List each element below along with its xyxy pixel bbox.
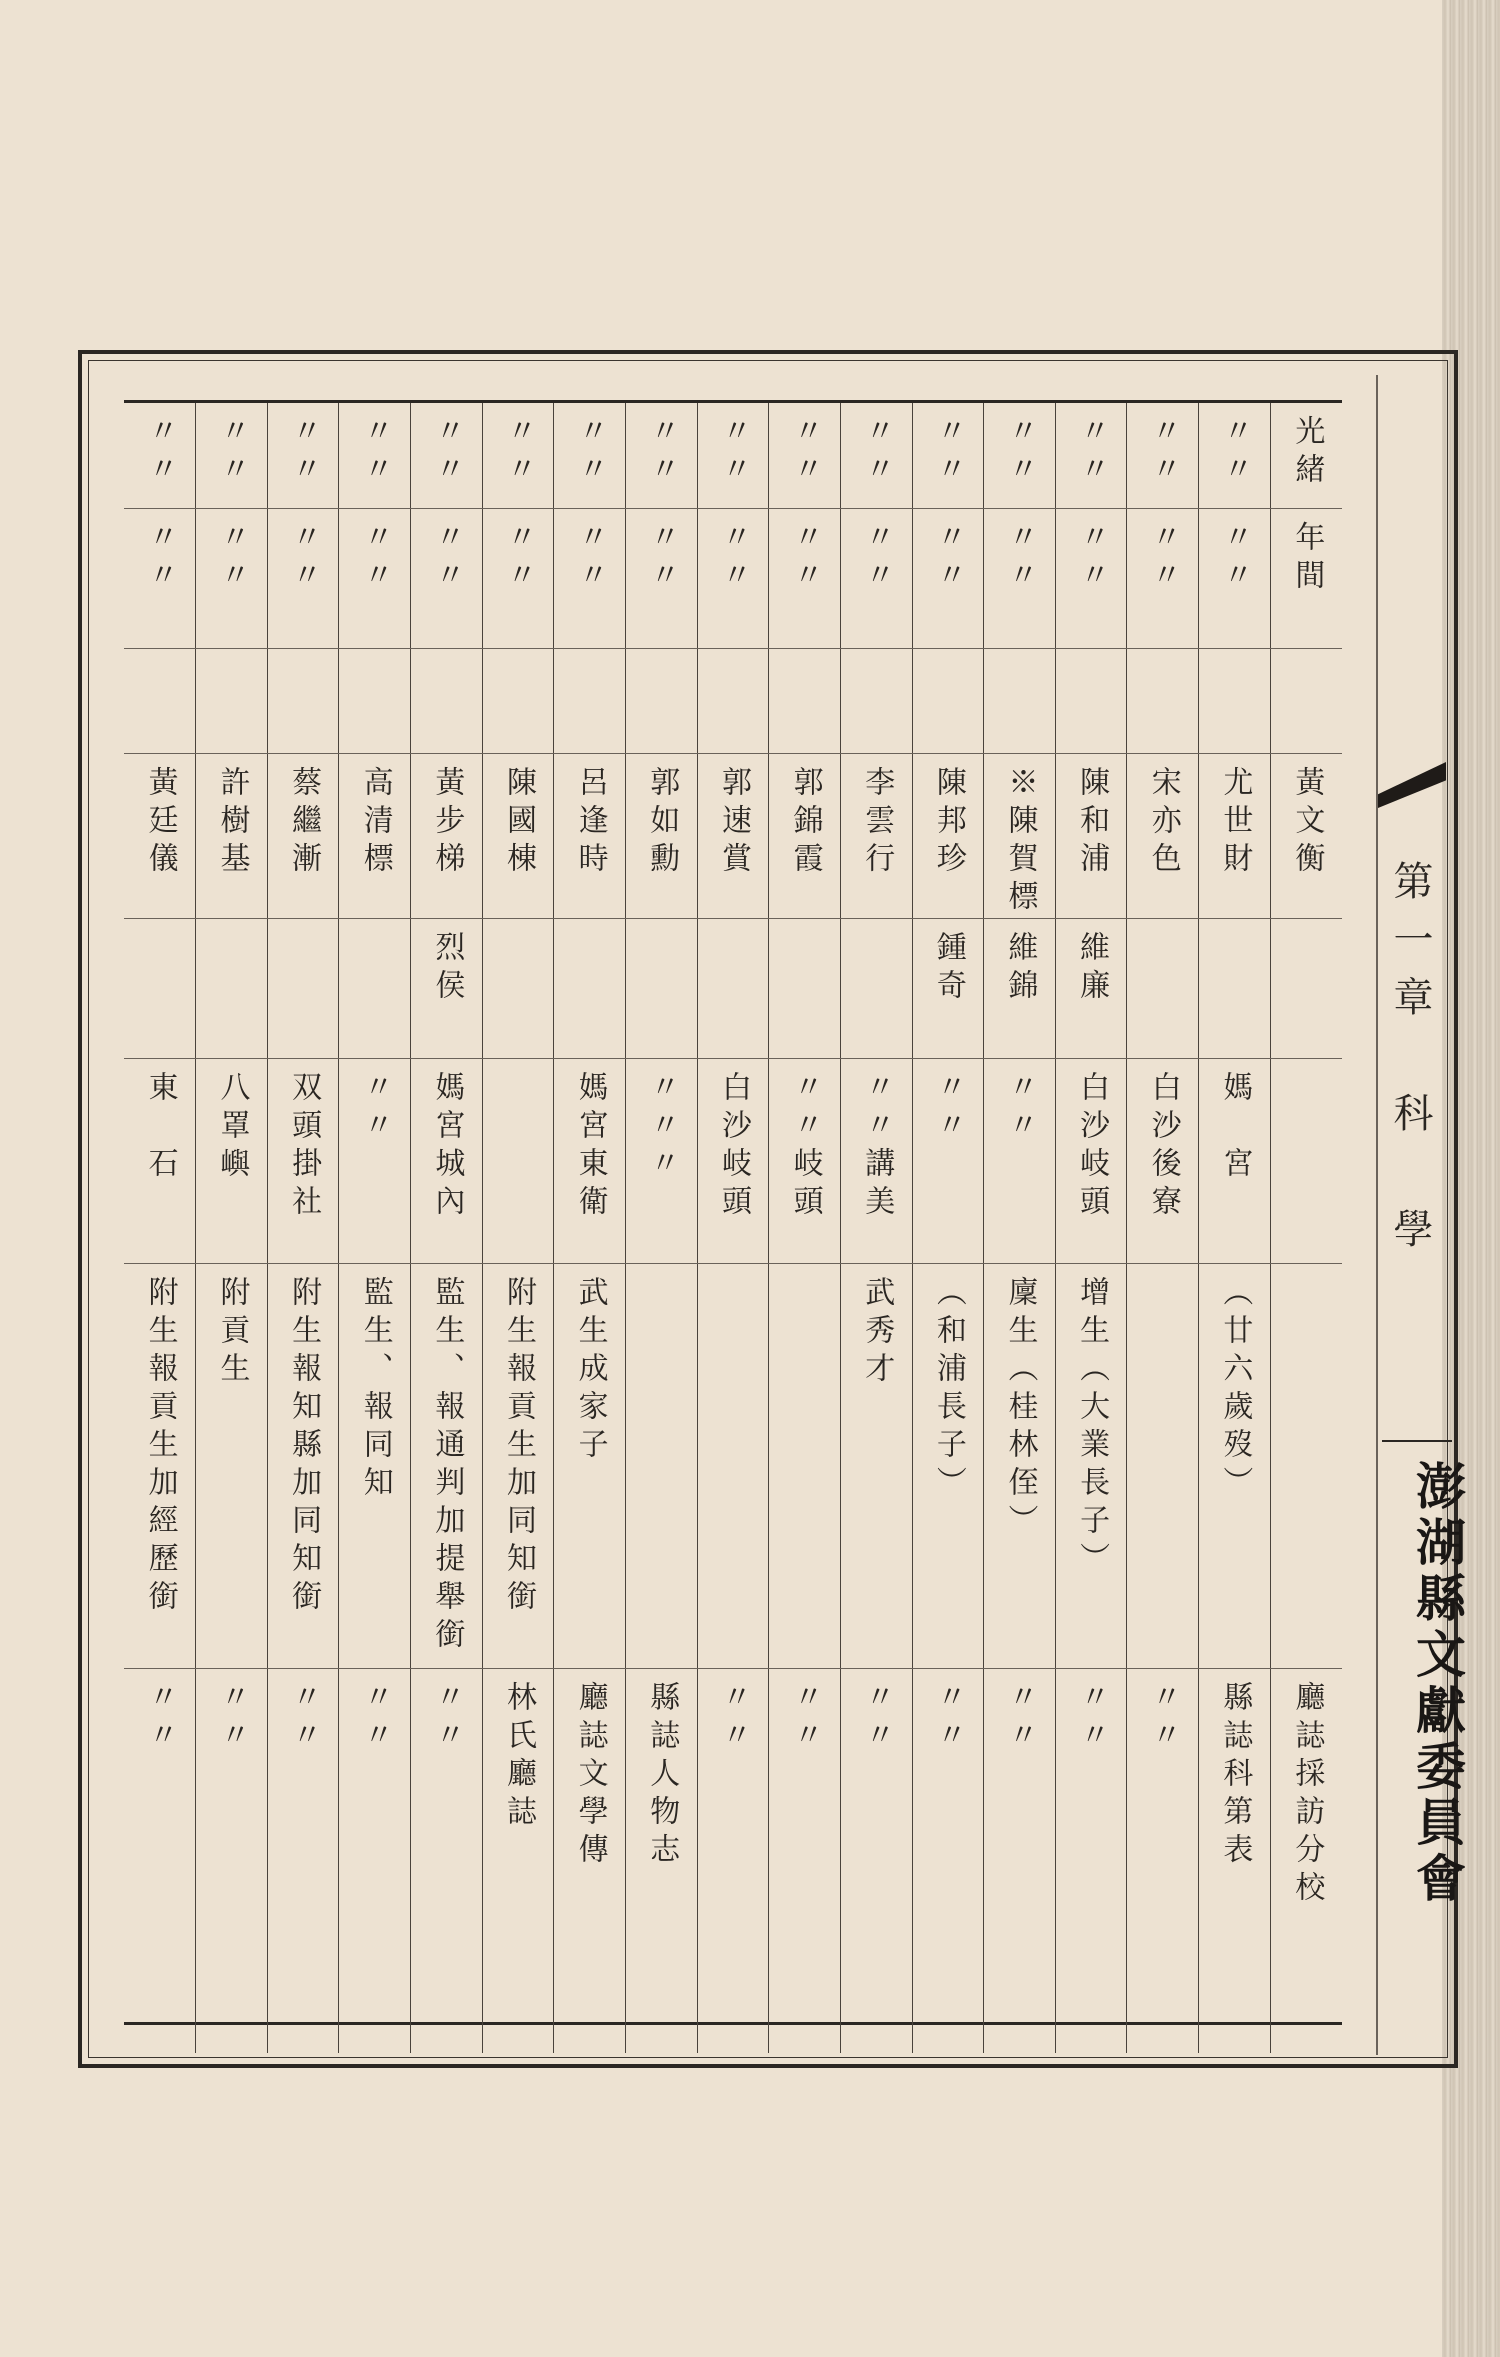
cell [912, 1058, 984, 1263]
cell [840, 1058, 912, 1263]
cell-text: 縣誌科第表 [1217, 1680, 1253, 1871]
cell [840, 918, 912, 1058]
cell-text: 〃〃 [286, 520, 322, 597]
cell [196, 1668, 268, 2053]
cell [1199, 753, 1271, 918]
cell-text: 〃〃 [357, 1680, 393, 1757]
cell-text: 〃〃 [859, 520, 895, 597]
cell [1127, 753, 1199, 918]
cell-text: 媽 宮 [1217, 1070, 1253, 1185]
cell [339, 753, 411, 918]
cell [1270, 753, 1342, 918]
cell [625, 1263, 697, 1668]
cell [411, 1668, 483, 2053]
cell [339, 918, 411, 1058]
cell [697, 1058, 769, 1263]
cell [840, 753, 912, 918]
cell [554, 508, 626, 648]
cell-text: 〃〃 [572, 520, 608, 597]
cell-text: 〃〃 [1002, 1070, 1038, 1147]
cell-text: 〃〃 [501, 415, 537, 491]
cell [984, 1058, 1056, 1263]
cell-text: 〃〃 [715, 415, 751, 491]
cell [912, 1263, 984, 1668]
cell [411, 648, 483, 753]
cell [339, 508, 411, 648]
cell-text: 廩生（桂林侄） [1002, 1275, 1038, 1542]
title-dash [1382, 1440, 1452, 1442]
cell [482, 403, 554, 508]
cell [840, 648, 912, 753]
cell-text: 鍾奇 [930, 930, 966, 1007]
cell-text: 黃文衡 [1289, 765, 1325, 880]
cell [1270, 918, 1342, 1058]
cell [411, 753, 483, 918]
cell-text: 監生、報同知 [357, 1275, 393, 1504]
cell-text: 增生（大業長子） [1074, 1275, 1110, 1580]
cell [196, 1058, 268, 1263]
row-place [124, 1058, 1342, 1263]
cell [984, 918, 1056, 1058]
cell [267, 1058, 339, 1263]
cell [769, 403, 841, 508]
cell [267, 648, 339, 753]
row-name [124, 753, 1342, 918]
cell-text: 白沙岐頭 [715, 1070, 751, 1223]
cell-text: 高清標 [357, 765, 393, 880]
cell [482, 918, 554, 1058]
cell-text: 〃〃 [930, 1680, 966, 1757]
cell [124, 1058, 196, 1263]
cell-text: 〃〃 [1074, 520, 1110, 597]
cell [124, 648, 196, 753]
row-period-a [124, 403, 1342, 508]
cell [840, 403, 912, 508]
cell [554, 753, 626, 918]
cell-text: 陳和浦 [1074, 765, 1110, 880]
cell [339, 1263, 411, 1668]
cell [554, 1058, 626, 1263]
cell [625, 648, 697, 753]
cell [984, 1668, 1056, 2053]
cell [196, 753, 268, 918]
cell-text: 〃〃 [644, 520, 680, 597]
cell-text: 〃〃岐頭 [787, 1070, 823, 1223]
cell-text: 〃〃 [357, 1070, 393, 1147]
cell [339, 1668, 411, 2053]
cell [912, 1668, 984, 2053]
cell-text: 双頭掛社 [286, 1070, 322, 1223]
cell [196, 508, 268, 648]
cell [769, 1058, 841, 1263]
cell-text: 〃〃 [787, 1680, 823, 1757]
cell [196, 918, 268, 1058]
cell [1270, 1058, 1342, 1263]
cell [1270, 1263, 1342, 1668]
cell [267, 1668, 339, 2053]
record-grid [124, 403, 1342, 2053]
cell-text: 宋亦色 [1145, 765, 1181, 880]
cell [267, 403, 339, 508]
cell-text: 媽宮城內 [429, 1070, 465, 1223]
cell [1199, 1263, 1271, 1668]
cell [1127, 1263, 1199, 1668]
cell-text: 〃〃 [357, 415, 393, 491]
cell-text: 〃〃 [859, 1680, 895, 1757]
cell-text: 〃〃 [1145, 415, 1181, 491]
cell-text: 陳邦珍 [930, 765, 966, 880]
cell-text: 附生報貢生加經歷銜 [142, 1275, 178, 1618]
cell-text: 白沙岐頭 [1074, 1070, 1110, 1223]
cell-text: 〃〃 [787, 415, 823, 491]
cell [1199, 403, 1271, 508]
cell [482, 1263, 554, 1668]
cell-text: 〃〃 [429, 520, 465, 597]
cell [697, 1668, 769, 2053]
cell-text: 縣誌人物志 [644, 1680, 680, 1871]
cell-text: 陳國棟 [501, 765, 537, 880]
cell [1127, 918, 1199, 1058]
cell [411, 508, 483, 648]
cell [267, 753, 339, 918]
cell [554, 1263, 626, 1668]
cell [984, 753, 1056, 918]
cell [554, 918, 626, 1058]
cell-text: 廳誌採訪分校 [1289, 1680, 1325, 1909]
cell-text: 〃〃 [644, 415, 680, 491]
cell-text: 〃〃 [214, 520, 250, 597]
cell-text: 附貢生 [214, 1275, 250, 1390]
cell [912, 403, 984, 508]
cell-text: 李雲行 [859, 765, 895, 880]
cell [912, 918, 984, 1058]
cell [482, 648, 554, 753]
cell-text: 林氏廳誌 [501, 1680, 537, 1833]
cell [769, 508, 841, 648]
cell [912, 648, 984, 753]
cell-text: 郭如勳 [644, 765, 680, 880]
cell [769, 753, 841, 918]
cell-text: 〃〃 [501, 520, 537, 597]
cell [769, 1263, 841, 1668]
cell [912, 753, 984, 918]
cell [196, 648, 268, 753]
cell [554, 403, 626, 508]
cell [1127, 1668, 1199, 2053]
cell-text: 黃廷儀 [142, 765, 178, 880]
row-period-b [124, 508, 1342, 648]
cell-text: 〃〃 [572, 415, 608, 491]
cell [124, 508, 196, 648]
cell-text: 〃〃 [1074, 415, 1110, 491]
cell-text: 光緒 [1289, 415, 1325, 491]
cell-text: 〃〃 [1217, 520, 1253, 597]
cell [625, 753, 697, 918]
cell [267, 508, 339, 648]
cell-text: 黃步梯 [429, 765, 465, 880]
cell [196, 1263, 268, 1668]
cell-text: （廿六歲歿） [1217, 1275, 1253, 1504]
cell-text: 〃〃 [715, 520, 751, 597]
cell [625, 1668, 697, 2053]
cell-text: 〃〃 [930, 520, 966, 597]
cell-text: 東 石 [142, 1070, 178, 1185]
cell-text: 監生、報通判加提舉銜 [429, 1275, 465, 1656]
cell-text: 〃〃 [286, 1680, 322, 1757]
cell-text: 〃〃 [715, 1680, 751, 1757]
cell [840, 508, 912, 648]
cell [196, 403, 268, 508]
cell-text: ※陳賀標 [1002, 765, 1038, 918]
running-title: 澎湖縣文獻委員會 [1408, 1460, 1467, 1908]
cell [769, 918, 841, 1058]
cell [1055, 918, 1127, 1058]
cell [1270, 403, 1342, 508]
cell [554, 1668, 626, 2053]
cell [339, 403, 411, 508]
cell-text: 呂逢時 [572, 765, 608, 880]
cell [124, 1668, 196, 2053]
cell [339, 648, 411, 753]
cell [840, 1668, 912, 2053]
cell-text: 〃〃 [429, 415, 465, 491]
cell-text: 〃〃 [142, 1680, 178, 1757]
cell [1055, 1668, 1127, 2053]
cell [769, 1668, 841, 2053]
cell-text: 〃〃 [142, 415, 178, 491]
cell [482, 508, 554, 648]
cell [697, 648, 769, 753]
cell [267, 1263, 339, 1668]
cell [124, 918, 196, 1058]
cell-text: 〃〃 [787, 520, 823, 597]
cell [1055, 753, 1127, 918]
cell-text: 郭速賞 [715, 765, 751, 880]
cell-text: 八罩嶼 [214, 1070, 250, 1185]
cell [411, 403, 483, 508]
cell [697, 508, 769, 648]
cell-text: 白沙後寮 [1145, 1070, 1181, 1223]
cell [1270, 508, 1342, 648]
cell [339, 1058, 411, 1263]
cell-text: 〃〃 [1002, 1680, 1038, 1757]
cell-text: 維廉 [1074, 930, 1110, 1007]
cell [1199, 648, 1271, 753]
cell [267, 918, 339, 1058]
cell [697, 1263, 769, 1668]
record-table [124, 400, 1342, 2025]
cell [482, 1058, 554, 1263]
cell [124, 1263, 196, 1668]
cell-text: 武生成家子 [572, 1275, 608, 1466]
cell-text: 許樹基 [214, 765, 250, 880]
cell-text: 烈侯 [429, 930, 465, 1007]
row-courtesy-name [124, 918, 1342, 1058]
cell [625, 403, 697, 508]
cell [697, 403, 769, 508]
cell-text: 〃〃 [214, 415, 250, 491]
cell [124, 403, 196, 508]
cell-text: 〃〃 [1217, 415, 1253, 491]
chapter-heading: 第一章 科 學 [1387, 860, 1433, 1266]
cell [769, 648, 841, 753]
cell-text: 〃〃〃 [644, 1070, 680, 1185]
cell-text: 〃〃 [859, 415, 895, 491]
cell-text: 〃〃 [142, 520, 178, 597]
cell-text: 〃〃 [357, 520, 393, 597]
cell [1127, 648, 1199, 753]
cell-text: 〃〃 [214, 1680, 250, 1757]
cell-text: 〃〃 [1002, 415, 1038, 491]
cell [1199, 1668, 1271, 2053]
cell [1055, 1263, 1127, 1668]
cell [1055, 648, 1127, 753]
cell [1199, 1058, 1271, 1263]
cell-text: 維錦 [1002, 930, 1038, 1007]
cell [1270, 1668, 1342, 2053]
cell [984, 648, 1056, 753]
cell [411, 1263, 483, 1668]
cell [1127, 508, 1199, 648]
cell-text: （和浦長子） [930, 1275, 966, 1504]
row-source [124, 1668, 1342, 2053]
cell-text: 蔡繼漸 [286, 765, 322, 880]
cell-text: 附生報知縣加同知銜 [286, 1275, 322, 1618]
cell-text: 〃〃 [1145, 520, 1181, 597]
cell-text: 〃〃 [429, 1680, 465, 1757]
cell [625, 918, 697, 1058]
cell [697, 753, 769, 918]
cell [625, 1058, 697, 1263]
cell-text: 尤世財 [1217, 765, 1253, 880]
cell [482, 753, 554, 918]
cell-text: 年間 [1289, 520, 1325, 597]
cell [697, 918, 769, 1058]
cell [411, 1058, 483, 1263]
cell [984, 508, 1056, 648]
cell [984, 1263, 1056, 1668]
cell [1270, 648, 1342, 753]
cell [984, 403, 1056, 508]
cell-text: 〃〃 [930, 415, 966, 491]
cell-text: 〃〃 [1145, 1680, 1181, 1757]
cell-text: 武秀才 [859, 1275, 895, 1390]
row-blank [124, 648, 1342, 753]
cell-text: 附生報貢生加同知銜 [501, 1275, 537, 1618]
cell-text: 〃〃 [1074, 1680, 1110, 1757]
cell [124, 753, 196, 918]
cell [912, 508, 984, 648]
cell-text: 〃〃 [930, 1070, 966, 1147]
cell-text: 廳誌文學傳 [572, 1680, 608, 1871]
cell [1055, 403, 1127, 508]
cell [1055, 508, 1127, 648]
cell-text: 〃〃講美 [859, 1070, 895, 1223]
cell [1055, 1058, 1127, 1263]
cell-text: 媽宮東衛 [572, 1070, 608, 1223]
cell [625, 508, 697, 648]
cell [554, 648, 626, 753]
row-remarks [124, 1263, 1342, 1668]
cell [1127, 403, 1199, 508]
cell [1199, 508, 1271, 648]
cell [482, 1668, 554, 2053]
cell [411, 918, 483, 1058]
side-divider [1376, 375, 1378, 2055]
cell [1127, 1058, 1199, 1263]
cell [840, 1263, 912, 1668]
cell-text: 〃〃 [1002, 520, 1038, 597]
cell-text: 〃〃 [286, 415, 322, 491]
cell [1199, 918, 1271, 1058]
cell-text: 郭錦霞 [787, 765, 823, 880]
